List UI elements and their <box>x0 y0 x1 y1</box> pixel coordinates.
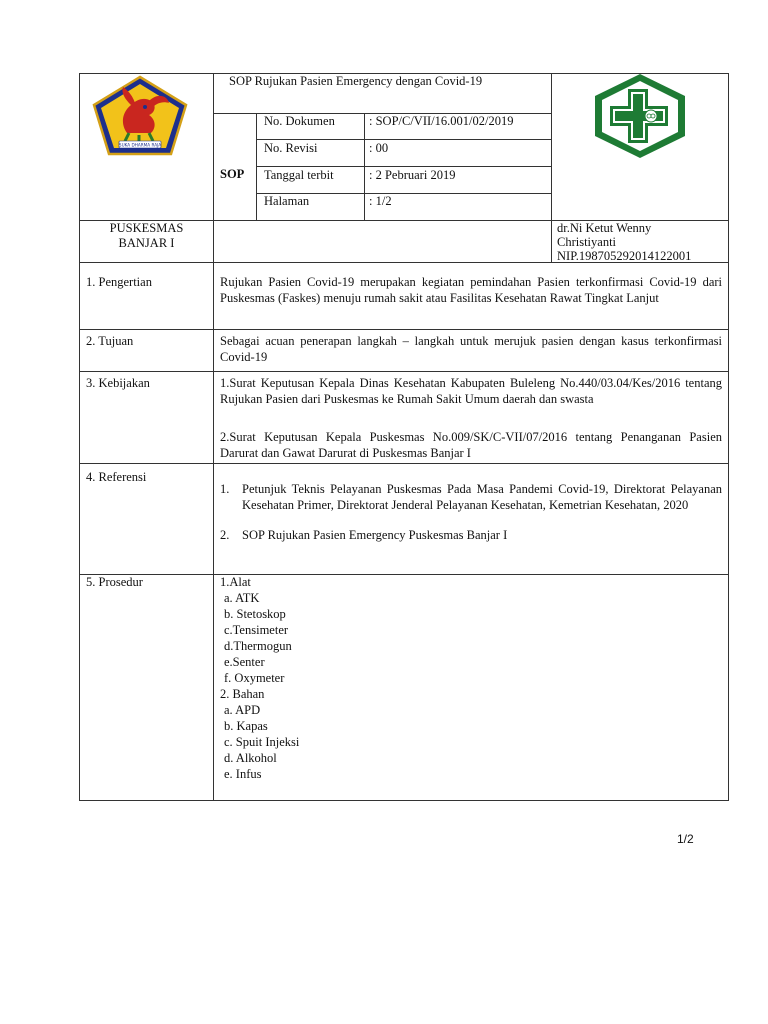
section-text-pengertian: Rujukan Pasien Covid-19 merupakan kegiatan pemindahan Pasien terkonfirmasi Covid-19 dari Puskesmas (Faskes) menuju rumah sakit atau Fasilitas Kesehatan Rawat Tingkat Lanjut <box>220 275 722 305</box>
document-title: SOP Rujukan Pasien Emergency dengan Covid-19 <box>229 74 483 88</box>
prosedur-line: b. Kapas <box>224 719 268 733</box>
referensi-list <box>220 481 722 543</box>
org-name <box>80 221 213 251</box>
prosedur-list <box>220 574 700 782</box>
meta-label-no-revisi: No. Revisi <box>264 141 318 155</box>
prosedur-line: a. APD <box>224 703 261 717</box>
referensi-item-1-text: Petunjuk Teknis Pelayanan Puskesmas Pada Masa Pandemi Covid-19, Direktorat Pelayanan Kesehatan Primer, Direktorat Jenderal Pelayanan Kesehatan, Kemetrian Kesehatan, 2020 <box>242 482 722 512</box>
org-line-1: PUSKESMAS <box>109 221 184 235</box>
referensi-item-2-number: 2. <box>220 528 230 542</box>
prosedur-line: 1.Alat <box>220 575 251 589</box>
prosedur-line: a. ATK <box>224 591 260 605</box>
prosedur-line: e.Senter <box>224 655 265 669</box>
section-label-pengertian: 1. Pengertian <box>86 275 152 289</box>
referensi-item-2-text: SOP Rujukan Pasien Emergency Puskesmas Banjar I <box>242 528 508 542</box>
regency-emblem <box>91 75 189 157</box>
puskesmas-logo <box>593 73 687 159</box>
referensi-item-1 <box>220 481 722 513</box>
meta-value-tanggal-terbit: : 2 Pebruari 2019 <box>369 168 456 182</box>
signer-name-line-2: Christiyanti <box>557 235 617 249</box>
meta-label-halaman: Halaman <box>264 194 310 208</box>
prosedur-line: b. Stetoskop <box>224 607 286 621</box>
kebijakan-item-2: 2.Surat Keputusan Kepala Puskesmas No.009/SK/C-VII/07/2016 tentang Penanganan Pasien Darurat dan Gawat Darurat di Puskesmas Banjar I <box>220 430 722 460</box>
section-label-referensi: 4. Referensi <box>86 470 147 484</box>
meta-value-halaman: : 1/2 <box>369 194 392 208</box>
meta-value-no-revisi: : 00 <box>369 141 389 155</box>
referensi-item-1-number: 1. <box>220 482 230 496</box>
prosedur-line: c.Tensimeter <box>224 623 289 637</box>
signer-nip: NIP.198705292014122001 <box>557 249 692 263</box>
sop-label: SOP <box>220 167 245 181</box>
prosedur-line: e. Infus <box>224 767 262 781</box>
meta-value-no-dokumen: : SOP/C/VII/16.001/02/2019 <box>369 114 514 128</box>
prosedur-line: 2. Bahan <box>220 687 265 701</box>
prosedur-line: d.Thermogun <box>224 639 292 653</box>
section-label-prosedur: 5. Prosedur <box>86 575 143 589</box>
page-number: 1/2 <box>677 832 694 846</box>
signer-name-line-1: dr.Ni Ketut Wenny <box>557 221 652 235</box>
meta-label-no-dokumen: No. Dokumen <box>264 114 335 128</box>
prosedur-line: c. Spuit Injeksi <box>224 735 300 749</box>
section-text-tujuan: Sebagai acuan penerapan langkah – langkah untuk merujuk pasien dengan kasus terkonfirmasi Covid-19 <box>220 334 722 364</box>
signer-block <box>557 221 691 263</box>
section-label-tujuan: 2. Tujuan <box>86 334 134 348</box>
section-label-kebijakan: 3. Kebijakan <box>86 376 150 390</box>
kebijakan-item-1: 1.Surat Keputusan Kepala Dinas Kesehatan Kabupaten Buleleng No.440/03.04/Kes/2016 tentang Rujukan Pasien dari Puskesmas ke Rumah Sakit Umum daerah dan swasta <box>220 376 722 406</box>
prosedur-line: d. Alkohol <box>224 751 277 765</box>
meta-label-tanggal-terbit: Tanggal terbit <box>264 168 334 182</box>
referensi-item-2 <box>220 527 722 543</box>
prosedur-line: f. Oxymeter <box>224 671 285 685</box>
emblem-caption: SUKA DHARMA RAJA <box>118 142 162 148</box>
org-line-2: BANJAR I <box>118 236 175 250</box>
